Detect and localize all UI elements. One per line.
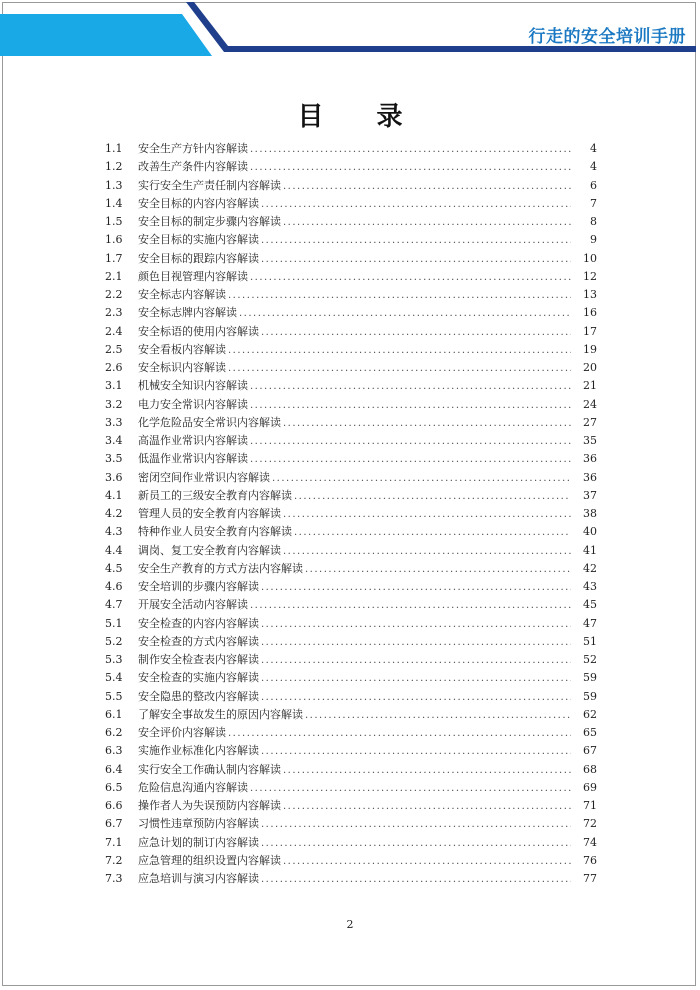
toc-entry-number: 5.3 bbox=[105, 653, 123, 666]
toc-dot-leader bbox=[305, 561, 571, 579]
toc-entry-page: 40 bbox=[583, 525, 597, 539]
toc-dot-leader bbox=[272, 470, 571, 488]
toc-entry[interactable] bbox=[105, 414, 597, 432]
toc-dot-leader bbox=[283, 762, 571, 780]
toc-entry-number: 3.4 bbox=[105, 434, 123, 447]
header-title: 行走的安全培训手册 bbox=[528, 27, 686, 47]
toc-entry-page: 65 bbox=[583, 726, 597, 739]
toc-entry-number: 3.1 bbox=[105, 379, 123, 393]
toc-entry-label: 安全检查的方式内容解读 bbox=[138, 634, 259, 648]
toc-dot-leader bbox=[261, 816, 571, 834]
toc-entry-label: 电力安全常识内容解读 bbox=[138, 397, 248, 411]
toc-entry-label: 安全标志牌内容解读 bbox=[138, 306, 237, 320]
toc-entry-page: 19 bbox=[583, 342, 597, 356]
toc-entry-number: 4.2 bbox=[105, 507, 123, 520]
toc-entry[interactable] bbox=[105, 487, 597, 505]
toc-entry[interactable] bbox=[105, 450, 597, 468]
page-number: 2 bbox=[346, 918, 354, 931]
toc-dot-leader bbox=[294, 524, 571, 542]
toc-entry-number: 3.5 bbox=[105, 452, 123, 466]
toc-entry-label: 安全标识内容解读 bbox=[138, 361, 226, 374]
toc-entry-label: 安全生产方针内容解读 bbox=[138, 142, 248, 155]
toc-entry-number: 7.3 bbox=[105, 872, 123, 885]
toc-entry-label: 管理人员的安全教育内容解读 bbox=[138, 507, 281, 520]
toc-entry[interactable] bbox=[105, 505, 597, 523]
toc-entry-label: 实行安全工作确认制内容解读 bbox=[138, 762, 281, 776]
toc-entry-number: 4.1 bbox=[105, 488, 123, 502]
toc-entry[interactable] bbox=[105, 250, 597, 268]
toc-dot-leader bbox=[283, 798, 571, 816]
toc-entry-page: 62 bbox=[583, 707, 597, 721]
toc-entry[interactable] bbox=[105, 469, 597, 487]
toc-entry[interactable] bbox=[105, 797, 597, 815]
toc-dot-leader bbox=[261, 196, 571, 214]
toc-entry-label: 化学危险品安全常识内容解读 bbox=[138, 415, 281, 429]
toc-entry[interactable] bbox=[105, 815, 597, 833]
toc-dot-leader bbox=[261, 251, 571, 269]
toc-entry-page: 72 bbox=[583, 817, 597, 831]
toc-entry-label: 开展安全活动内容解读 bbox=[138, 598, 248, 612]
toc-entry-label: 低温作业常识内容解读 bbox=[138, 452, 248, 466]
toc-entry-label: 安全隐患的整改内容解读 bbox=[138, 689, 259, 703]
toc-entry-label: 安全评价内容解读 bbox=[138, 726, 226, 739]
toc-entry-number: 7.2 bbox=[105, 853, 123, 867]
toc-entry[interactable] bbox=[105, 341, 597, 359]
toc-entry-page: 36 bbox=[583, 452, 597, 466]
toc-dot-leader bbox=[250, 397, 571, 415]
toc-dot-leader bbox=[283, 506, 571, 524]
toc-entry-number: 2.5 bbox=[105, 342, 123, 356]
toc-entry[interactable] bbox=[105, 761, 597, 779]
toc-entry-page: 7 bbox=[590, 196, 597, 210]
toc-entry-label: 安全生产教育的方式方法内容解读 bbox=[138, 561, 303, 575]
toc-entry-label: 安全目标的制定步骤内容解读 bbox=[138, 215, 281, 228]
toc-entry-number: 6.4 bbox=[105, 762, 123, 776]
toc-dot-leader bbox=[228, 725, 571, 743]
toc-entry-page: 74 bbox=[583, 835, 597, 849]
toc-dot-leader bbox=[228, 342, 571, 360]
toc-entry-number: 1.3 bbox=[105, 178, 123, 192]
toc-entry-page: 12 bbox=[583, 269, 597, 283]
toc-entry-page: 68 bbox=[583, 762, 597, 776]
toc-dot-leader bbox=[250, 451, 571, 469]
toc-entry[interactable] bbox=[105, 596, 597, 614]
toc-entry-number: 1.1 bbox=[105, 142, 123, 155]
toc-entry-page: 37 bbox=[583, 488, 597, 502]
toc-entry-number: 5.5 bbox=[105, 689, 123, 703]
toc-entry[interactable] bbox=[105, 669, 597, 687]
toc-entry-page: 67 bbox=[583, 744, 597, 758]
toc-entry-page: 45 bbox=[583, 598, 597, 612]
toc-entry-number: 5.4 bbox=[105, 671, 123, 685]
toc-entry-number: 6.1 bbox=[105, 707, 123, 721]
toc-entry-label: 安全培训的步骤内容解读 bbox=[138, 580, 259, 593]
toc-entry-label: 高温作业常识内容解读 bbox=[138, 434, 248, 447]
toc-dot-leader bbox=[261, 652, 571, 670]
toc-dot-leader bbox=[294, 488, 571, 506]
toc-entry-number: 4.6 bbox=[105, 580, 123, 593]
toc-dot-leader bbox=[261, 689, 571, 707]
toc-entry-page: 59 bbox=[583, 671, 597, 685]
toc-entry-number: 1.4 bbox=[105, 196, 123, 210]
toc-entry[interactable] bbox=[105, 432, 597, 450]
toc-entry-label: 安全目标的跟踪内容解读 bbox=[138, 251, 259, 265]
toc-entry[interactable] bbox=[105, 359, 597, 377]
toc-entry-number: 6.7 bbox=[105, 817, 123, 831]
toc-entry-page: 6 bbox=[590, 178, 597, 192]
toc-entry[interactable] bbox=[105, 578, 597, 596]
toc-entry[interactable] bbox=[105, 286, 597, 304]
toc-dot-leader bbox=[261, 835, 571, 853]
toc-entry-label: 特种作业人员安全教育内容解读 bbox=[138, 525, 292, 539]
toc-dot-leader bbox=[261, 871, 571, 889]
toc-dot-leader bbox=[261, 324, 571, 342]
toc-entry-number: 2.4 bbox=[105, 324, 123, 338]
toc-entry-label: 机械安全知识内容解读 bbox=[138, 379, 248, 393]
toc-entry-label: 了解安全事故发生的原因内容解读 bbox=[138, 707, 303, 721]
toc-entry-number: 4.3 bbox=[105, 525, 123, 539]
toc-entry-label: 安全检查的内容内容解读 bbox=[138, 616, 259, 630]
toc-entry-number: 3.3 bbox=[105, 415, 123, 429]
toc-entry-label: 实行安全生产责任制内容解读 bbox=[138, 178, 281, 192]
toc-dot-leader bbox=[228, 287, 571, 305]
toc-entry[interactable] bbox=[105, 268, 597, 286]
toc-entry[interactable] bbox=[105, 231, 597, 249]
toc-entry-page: 10 bbox=[583, 251, 597, 265]
toc-entry[interactable] bbox=[105, 195, 597, 213]
toc-entry-label: 应急培训与演习内容解读 bbox=[138, 872, 259, 885]
toc-entry-number: 6.2 bbox=[105, 726, 123, 739]
toc-entry-number: 2.3 bbox=[105, 306, 123, 320]
toc-entry[interactable] bbox=[105, 852, 597, 870]
toc-entry-label: 安全标志内容解读 bbox=[138, 288, 226, 301]
toc-entry-label: 危险信息沟通内容解读 bbox=[138, 780, 248, 794]
toc-entry-page: 24 bbox=[583, 397, 597, 411]
toc-entry-page: 9 bbox=[590, 233, 597, 247]
toc-entry-page: 16 bbox=[583, 306, 597, 320]
toc-entry-number: 1.6 bbox=[105, 233, 123, 247]
toc-entry[interactable] bbox=[105, 542, 597, 560]
toc-entry-number: 2.2 bbox=[105, 288, 123, 301]
toc-entry-number: 3.2 bbox=[105, 397, 123, 411]
toc-entry[interactable] bbox=[105, 779, 597, 797]
toc-entry-page: 59 bbox=[583, 689, 597, 703]
toc-entry-label: 密闭空间作业常识内容解读 bbox=[138, 470, 270, 484]
toc-entry-label: 调岗、复工安全教育内容解读 bbox=[138, 543, 281, 557]
toc-entry-page: 38 bbox=[583, 507, 597, 520]
toc-entry-number: 4.4 bbox=[105, 543, 123, 557]
toc-entry[interactable] bbox=[105, 177, 597, 195]
toc-entry-number: 2.6 bbox=[105, 361, 123, 374]
toc-entry-page: 35 bbox=[583, 434, 597, 447]
toc-entry-page: 77 bbox=[583, 872, 597, 885]
toc-entry[interactable] bbox=[105, 834, 597, 852]
toc-entry[interactable] bbox=[105, 633, 597, 651]
toc-dot-leader bbox=[261, 743, 571, 761]
toc-entry-number: 6.5 bbox=[105, 780, 123, 794]
toc-entry[interactable] bbox=[105, 140, 597, 158]
toc-entry-page: 4 bbox=[590, 160, 597, 174]
toc-entry-number: 4.7 bbox=[105, 598, 123, 612]
toc-entry-number: 1.7 bbox=[105, 251, 123, 265]
toc-entry-page: 4 bbox=[590, 142, 597, 155]
toc-entry[interactable] bbox=[105, 651, 597, 669]
toc-dot-leader bbox=[250, 378, 571, 396]
toc-entry[interactable] bbox=[105, 688, 597, 706]
toc-entry-label: 实施作业标准化内容解读 bbox=[138, 744, 259, 758]
toc-entry-page: 69 bbox=[583, 780, 597, 794]
toc-entry[interactable] bbox=[105, 213, 597, 231]
toc-entry-number: 1.5 bbox=[105, 215, 123, 228]
toc-entry-number: 2.1 bbox=[105, 269, 123, 283]
toc-entry-label: 安全标语的使用内容解读 bbox=[138, 324, 259, 338]
toc-entry-page: 8 bbox=[590, 215, 597, 228]
toc-entry-number: 5.2 bbox=[105, 634, 123, 648]
toc-entry-number: 7.1 bbox=[105, 835, 123, 849]
toc-entry-page: 13 bbox=[583, 288, 597, 301]
toc-dot-leader bbox=[250, 269, 571, 287]
toc-list bbox=[105, 140, 597, 888]
toc-entry-label: 安全目标的内容内容解读 bbox=[138, 196, 259, 210]
toc-dot-leader bbox=[239, 305, 571, 323]
toc-entry-label: 安全目标的实施内容解读 bbox=[138, 233, 259, 247]
toc-title: 目 录 bbox=[297, 102, 425, 132]
toc-entry-label: 应急管理的组织设置内容解读 bbox=[138, 853, 281, 867]
toc-entry-label: 改善生产条件内容解读 bbox=[138, 160, 248, 174]
toc-entry[interactable] bbox=[105, 742, 597, 760]
toc-dot-leader bbox=[261, 232, 571, 250]
toc-entry[interactable] bbox=[105, 523, 597, 541]
toc-dot-leader bbox=[261, 670, 571, 688]
toc-dot-leader bbox=[261, 579, 571, 597]
toc-dot-leader bbox=[283, 214, 571, 232]
toc-entry-label: 操作者人为失误预防内容解读 bbox=[138, 799, 281, 812]
toc-entry-label: 制作安全检查表内容解读 bbox=[138, 653, 259, 666]
toc-entry-page: 47 bbox=[583, 616, 597, 630]
toc-entry[interactable] bbox=[105, 870, 597, 888]
toc-entry-label: 应急计划的制订内容解读 bbox=[138, 835, 259, 849]
toc-entry-page: 71 bbox=[583, 799, 597, 812]
toc-entry-page: 21 bbox=[583, 379, 597, 393]
toc-entry-number: 1.2 bbox=[105, 160, 123, 174]
toc-entry-page: 51 bbox=[583, 634, 597, 648]
toc-entry[interactable] bbox=[105, 706, 597, 724]
toc-entry-page: 52 bbox=[583, 653, 597, 666]
toc-entry-page: 36 bbox=[583, 470, 597, 484]
toc-dot-leader bbox=[250, 159, 571, 177]
toc-dot-leader bbox=[283, 543, 571, 561]
toc-entry-label: 颜色目视管理内容解读 bbox=[138, 269, 248, 283]
toc-entry[interactable] bbox=[105, 615, 597, 633]
toc-entry[interactable] bbox=[105, 396, 597, 414]
toc-entry-label: 安全看板内容解读 bbox=[138, 342, 226, 356]
toc-entry-label: 习惯性违章预防内容解读 bbox=[138, 817, 259, 831]
toc-entry-number: 5.1 bbox=[105, 616, 123, 630]
toc-dot-leader bbox=[261, 616, 571, 634]
toc-entry[interactable] bbox=[105, 158, 597, 176]
toc-dot-leader bbox=[261, 634, 571, 652]
toc-entry-page: 27 bbox=[583, 415, 597, 429]
toc-entry-page: 43 bbox=[583, 580, 597, 593]
toc-dot-leader bbox=[283, 853, 571, 871]
toc-entry-page: 42 bbox=[583, 561, 597, 575]
toc-entry[interactable] bbox=[105, 724, 597, 742]
header-cyan-block bbox=[0, 14, 212, 56]
toc-dot-leader bbox=[283, 415, 571, 433]
toc-dot-leader bbox=[250, 141, 571, 159]
toc-dot-leader bbox=[250, 597, 571, 615]
toc-entry[interactable] bbox=[105, 323, 597, 341]
toc-entry-page: 17 bbox=[583, 324, 597, 338]
toc-entry[interactable] bbox=[105, 304, 597, 322]
toc-dot-leader bbox=[250, 780, 571, 798]
toc-entry-number: 6.6 bbox=[105, 799, 123, 812]
toc-dot-leader bbox=[228, 360, 571, 378]
toc-entry-label: 安全检查的实施内容解读 bbox=[138, 671, 259, 685]
toc-entry[interactable] bbox=[105, 560, 597, 578]
toc-entry-page: 41 bbox=[583, 543, 597, 557]
toc-entry-number: 6.3 bbox=[105, 744, 123, 758]
toc-dot-leader bbox=[250, 433, 571, 451]
toc-entry[interactable] bbox=[105, 377, 597, 395]
toc-entry-page: 76 bbox=[583, 853, 597, 867]
toc-entry-number: 4.5 bbox=[105, 561, 123, 575]
toc-dot-leader bbox=[283, 178, 571, 196]
toc-entry-page: 20 bbox=[583, 361, 597, 374]
toc-entry-label: 新员工的三级安全教育内容解读 bbox=[138, 488, 292, 502]
toc-dot-leader bbox=[305, 707, 571, 725]
toc-entry-number: 3.6 bbox=[105, 470, 123, 484]
